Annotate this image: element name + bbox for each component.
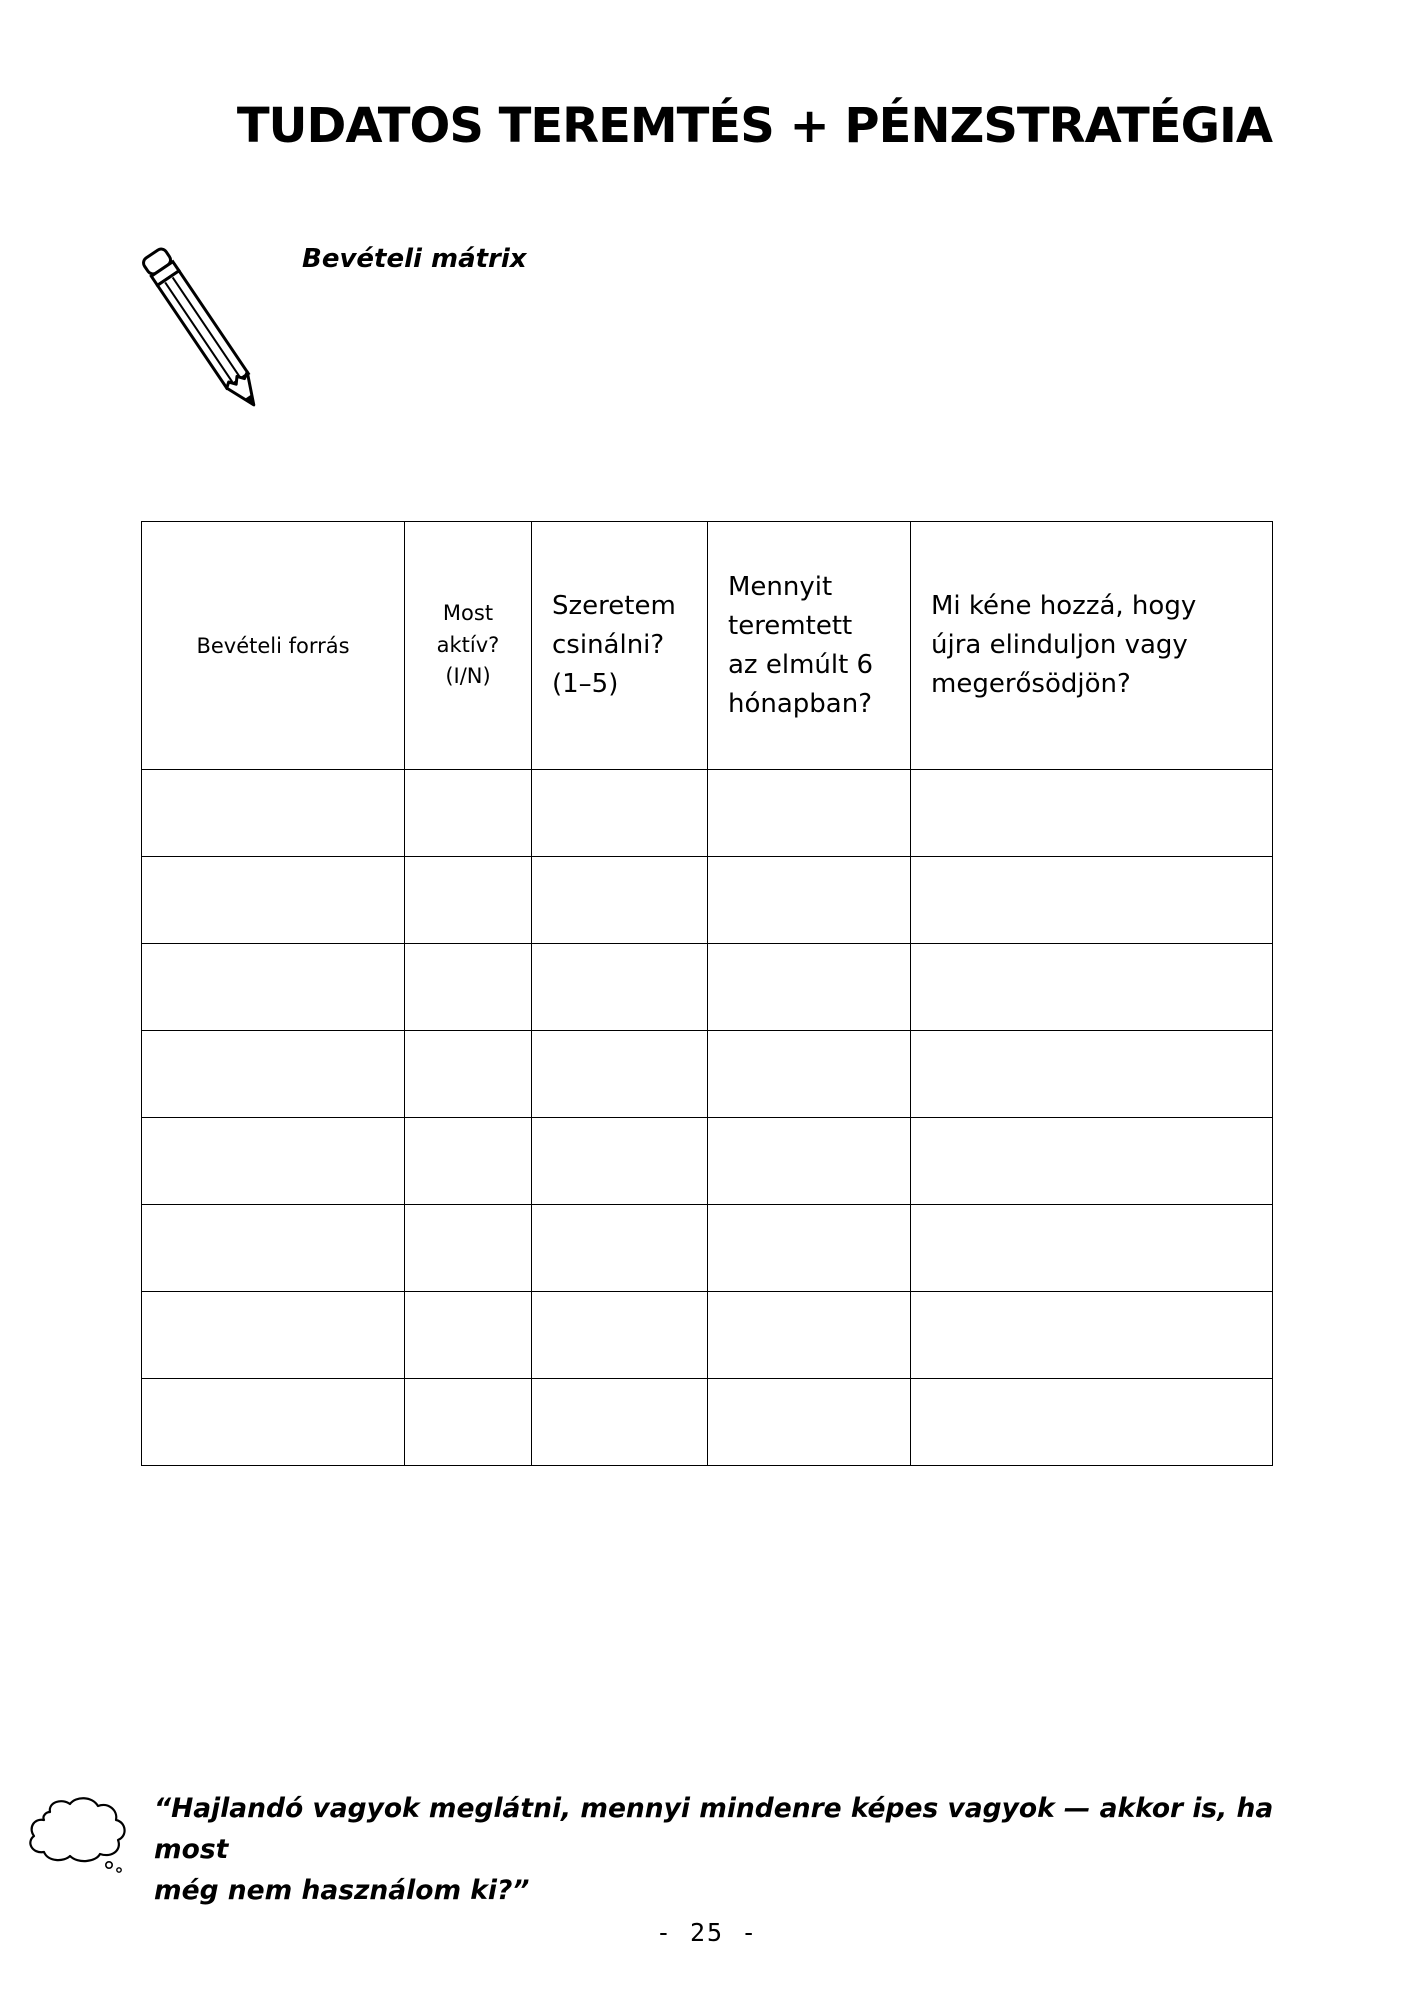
six-month-amount-cell[interactable] [708,1292,911,1379]
table-body [142,770,1273,1466]
table-row [142,770,1273,857]
enjoy-rating-cell[interactable] [532,770,708,857]
what-needed-cell[interactable] [911,1118,1273,1205]
table-header-row [142,522,1273,770]
column-header-what-needed: Mi kéne hozzá, hogy újra elinduljon vagy megerősödjön? [911,522,1273,770]
column-header-income-source: Bevételi forrás [142,522,405,770]
income-source-cell[interactable] [142,1118,405,1205]
column-header-last-6-months: Mennyit teremtett az elmúlt 6 hónapban? [708,522,911,770]
active-now-cell[interactable] [405,770,532,857]
six-month-amount-cell[interactable] [708,944,911,1031]
enjoy-rating-cell[interactable] [532,944,708,1031]
page-title: TUDATOS TEREMTÉS + PÉNZSTRATÉGIA [236,98,1272,154]
table-row [142,1118,1273,1205]
table-row [142,944,1273,1031]
six-month-amount-cell[interactable] [708,857,911,944]
what-needed-cell[interactable] [911,857,1273,944]
what-needed-cell[interactable] [911,1292,1273,1379]
enjoy-rating-cell[interactable] [532,1379,708,1466]
section-title: Bevételi mátrix [302,244,527,274]
active-now-cell[interactable] [405,1379,532,1466]
active-now-cell[interactable] [405,857,532,944]
what-needed-cell[interactable] [911,1379,1273,1466]
what-needed-cell[interactable] [911,770,1273,857]
active-now-cell[interactable] [405,944,532,1031]
enjoy-rating-cell[interactable] [532,857,708,944]
column-header-active-now: Most aktív? (I/N) [405,522,532,770]
active-now-cell[interactable] [405,1205,532,1292]
what-needed-cell[interactable] [911,1031,1273,1118]
thought-cloud-icon [22,1780,142,1874]
six-month-amount-cell[interactable] [708,1379,911,1466]
income-source-cell[interactable] [142,770,405,857]
six-month-amount-cell[interactable] [708,770,911,857]
table-row [142,1205,1273,1292]
income-source-cell[interactable] [142,1031,405,1118]
income-source-cell[interactable] [142,1292,405,1379]
table-row [142,1292,1273,1379]
income-source-cell[interactable] [142,857,405,944]
column-header-enjoy-doing: Szeretem csinálni? (1–5) [532,522,708,770]
active-now-cell[interactable] [405,1118,532,1205]
six-month-amount-cell[interactable] [708,1205,911,1292]
what-needed-cell[interactable] [911,1205,1273,1292]
table-row [142,857,1273,944]
income-source-cell[interactable] [142,1379,405,1466]
enjoy-rating-cell[interactable] [532,1292,708,1379]
what-needed-cell[interactable] [911,944,1273,1031]
pencil-icon [130,236,290,436]
income-source-cell[interactable] [142,1205,405,1292]
active-now-cell[interactable] [405,1292,532,1379]
enjoy-rating-cell[interactable] [532,1031,708,1118]
active-now-cell[interactable] [405,1031,532,1118]
quote-text: “Hajlandó vagyok meglátni, mennyi mindenre képes vagyok — akkor is, ha most még nem használom ki?” [154,1793,1274,1907]
income-matrix-table [141,521,1273,1466]
page-number: - 25 - [655,1918,759,1947]
table-row [142,1031,1273,1118]
six-month-amount-cell[interactable] [708,1031,911,1118]
enjoy-rating-cell[interactable] [532,1118,708,1205]
enjoy-rating-cell[interactable] [532,1205,708,1292]
income-source-cell[interactable] [142,944,405,1031]
table-row [142,1379,1273,1466]
six-month-amount-cell[interactable] [708,1118,911,1205]
